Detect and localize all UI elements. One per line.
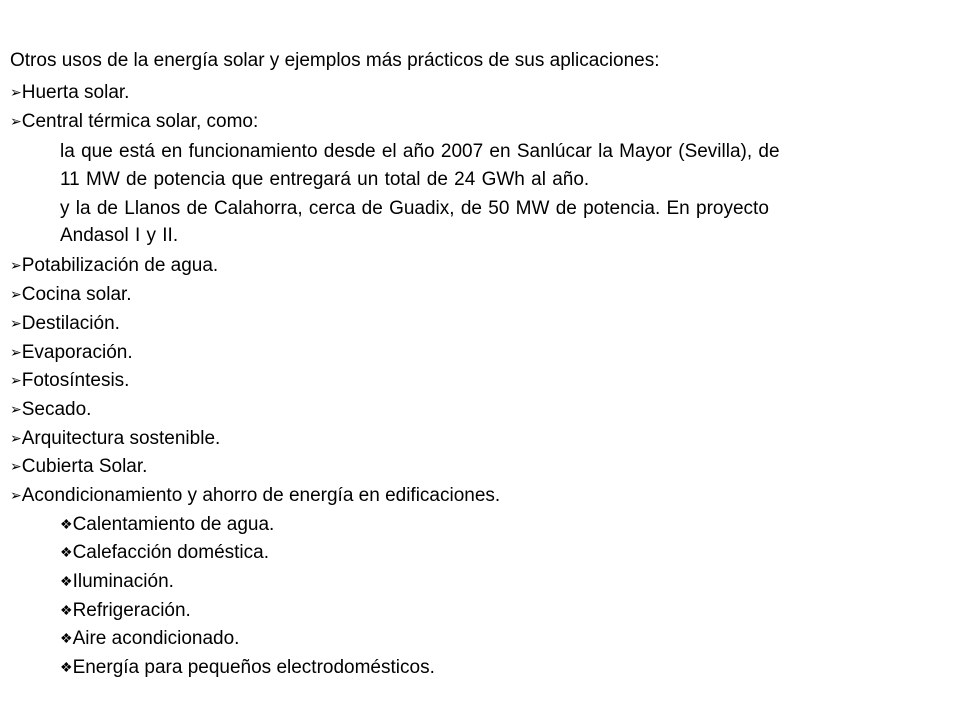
arrow-bullet-icon: ➢: [10, 487, 22, 503]
arrow-bullet-icon: ➢: [10, 286, 22, 302]
central-detail-line: y la de Llanos de Calahorra, cerca de Guadix, de 50 MW de potencia. En proyecto: [60, 198, 769, 219]
sub-list-item-label: Energía para pequeños electrodomésticos.: [72, 657, 435, 678]
list-item-label: Huerta solar.: [21, 82, 130, 103]
sub-list-item: [60, 625, 239, 652]
list-item-label: Destilación.: [21, 313, 120, 334]
arrow-bullet-icon: ➢: [10, 84, 22, 100]
arrow-bullet-icon: ➢: [10, 344, 22, 360]
list-item: [10, 108, 258, 135]
sub-list-item-label: Calefacción doméstica.: [72, 542, 269, 563]
list-item-label: Acondicionamiento y ahorro de energía en edificaciones.: [21, 485, 501, 506]
list-item: [10, 396, 91, 423]
list-item-label: Cocina solar.: [21, 284, 132, 305]
list-item: [10, 281, 132, 308]
list-item-label: Arquitectura sostenible.: [21, 428, 221, 449]
list-item: [10, 425, 220, 452]
diamond-bullet-icon: ❖: [60, 544, 73, 560]
arrow-bullet-icon: ➢: [10, 458, 22, 474]
list-item: [10, 482, 500, 509]
sub-list-item: [60, 654, 435, 681]
list-item-label: Secado.: [21, 399, 92, 420]
sub-list-item-label: Aire acondicionado.: [72, 628, 240, 649]
intro-label: Otros usos de la energía solar y ejemplos más prácticos de sus aplicaciones:: [10, 50, 660, 71]
list-item-label: Fotosíntesis.: [21, 370, 130, 391]
list-item: [10, 252, 218, 279]
central-detail-line: Andasol I y II.: [60, 225, 179, 246]
list-item: [10, 310, 120, 337]
diamond-bullet-icon: ❖: [60, 659, 73, 675]
sub-list-item: [60, 597, 191, 624]
arrow-bullet-icon: ➢: [10, 401, 22, 417]
arrow-bullet-icon: ➢: [10, 113, 22, 129]
diamond-bullet-icon: ❖: [60, 630, 73, 646]
sub-list-item: [60, 568, 174, 595]
list-item: [10, 339, 133, 366]
list-item: [10, 367, 129, 394]
diamond-bullet-icon: ❖: [60, 516, 73, 532]
diamond-bullet-icon: ❖: [60, 573, 73, 589]
list-item-label: Central térmica solar, como:: [21, 111, 259, 132]
sub-list-item-label: Calentamiento de agua.: [72, 514, 275, 535]
sub-list-item-label: Iluminación.: [72, 571, 174, 592]
arrow-bullet-icon: ➢: [10, 257, 22, 273]
list-item: [10, 79, 129, 106]
list-item: [10, 453, 147, 480]
intro-text: [10, 47, 659, 74]
sub-list-item: [60, 539, 269, 566]
sub-list-item-label: Refrigeración.: [72, 600, 191, 621]
arrow-bullet-icon: ➢: [10, 430, 22, 446]
central-detail-line: 11 MW de potencia que entregará un total de 24 GWh al año.: [60, 169, 590, 190]
diamond-bullet-icon: ❖: [60, 602, 73, 618]
list-item-label: Evaporación.: [21, 342, 133, 363]
list-item-label: Potabilización de agua.: [21, 255, 219, 276]
list-item-label: Cubierta Solar.: [21, 456, 148, 477]
arrow-bullet-icon: ➢: [10, 372, 22, 388]
sub-list-item: [60, 511, 274, 538]
arrow-bullet-icon: ➢: [10, 315, 22, 331]
central-detail-line: la que está en funcionamiento desde el año 2007 en Sanlúcar la Mayor (Sevilla), de: [60, 141, 780, 162]
